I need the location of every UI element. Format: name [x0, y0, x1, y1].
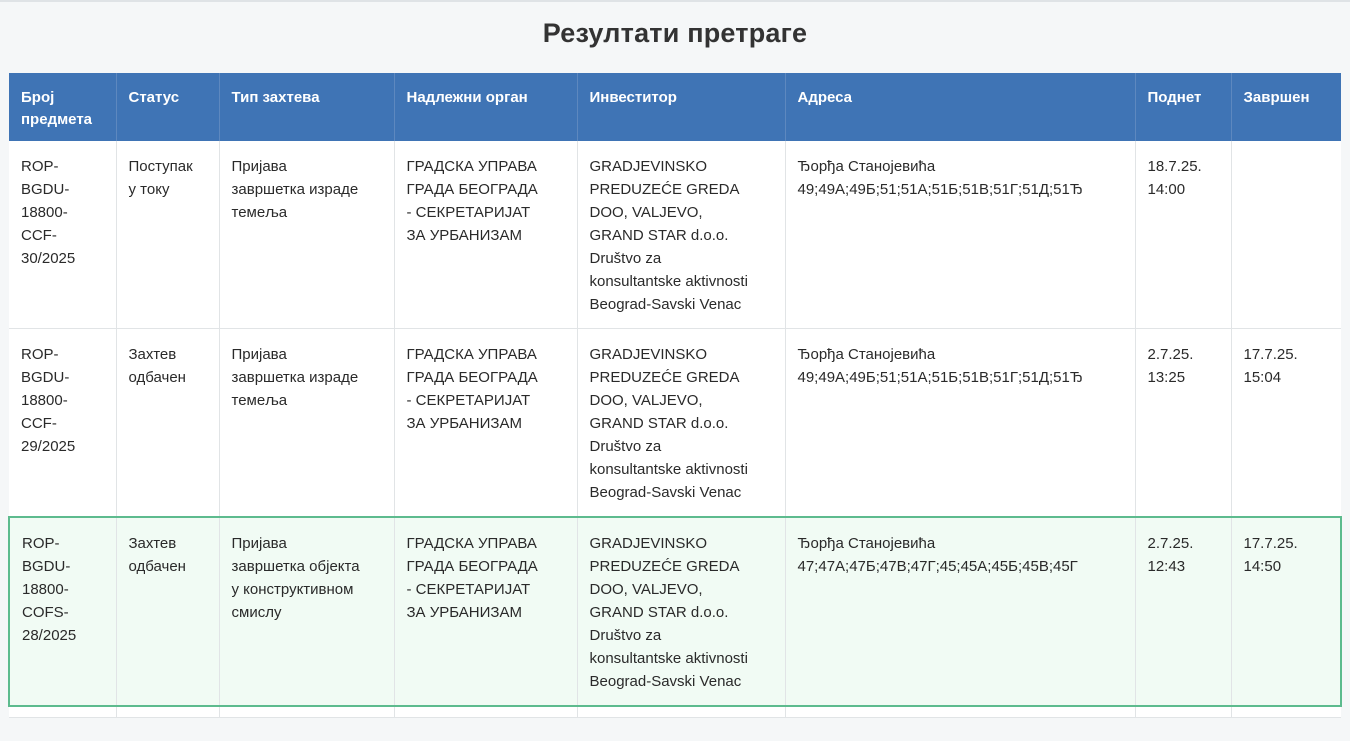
- header-case-number[interactable]: Број предмета: [9, 73, 116, 141]
- top-divider: [0, 0, 1350, 2]
- cell-submitted: 2.7.25. 13:25: [1135, 329, 1231, 518]
- cell-status: Захтев одбачен: [116, 329, 219, 518]
- cell-empty: [219, 706, 394, 718]
- cell-address: Ђорђа Станојевића 47;47А;47Б;47В;47Г;45;45А;45Б;45В;45Г: [785, 517, 1135, 706]
- results-table: [8, 73, 1342, 718]
- cell-empty: [1231, 706, 1341, 718]
- header-request-type[interactable]: Тип захтева: [219, 73, 394, 141]
- cell-authority: ГРАДСКА УПРАВА ГРАДА БЕОГРАДА - СЕКРЕТАРИЈАТ ЗА УРБАНИЗАМ: [394, 329, 577, 518]
- cell-address: Ђорђа Станојевића 49;49А;49Б;51;51А;51Б;51В;51Г;51Д;51Ђ: [785, 329, 1135, 518]
- cell-completed: 17.7.25. 15:04: [1231, 329, 1341, 518]
- cell-submitted: 2.7.25. 12:43: [1135, 517, 1231, 706]
- table-row[interactable]: [9, 329, 1341, 518]
- cell-empty: [116, 706, 219, 718]
- cell-empty: [9, 706, 116, 718]
- table-row[interactable]: [9, 141, 1341, 329]
- cell-address: Ђорђа Станојевића 49;49А;49Б;51;51А;51Б;51В;51Г;51Д;51Ђ: [785, 141, 1135, 329]
- header-completed[interactable]: Завршен: [1231, 73, 1341, 141]
- header-status[interactable]: Статус: [116, 73, 219, 141]
- cell-completed: [1231, 141, 1341, 329]
- table-row-highlighted[interactable]: [9, 517, 1341, 706]
- header-investor[interactable]: Инвеститор: [577, 73, 785, 141]
- header-submitted[interactable]: Поднет: [1135, 73, 1231, 141]
- cell-authority: ГРАДСКА УПРАВА ГРАДА БЕОГРАДА - СЕКРЕТАРИЈАТ ЗА УРБАНИЗАМ: [394, 141, 577, 329]
- cell-investor: GRADJEVINSKO PREDUZEĆE GREDA DOO, VALJEVO, GRAND STAR d.o.o. Društvo za konsultantske aktivnosti Beograd-Savski Venac: [577, 141, 785, 329]
- cell-case-number: ROP- BGDU- 18800- CCF- 29/2025: [9, 329, 116, 518]
- cell-empty: [1135, 706, 1231, 718]
- cell-request-type: Пријава завршетка израде темеља: [219, 329, 394, 518]
- cell-investor: GRADJEVINSKO PREDUZEĆE GREDA DOO, VALJEVO, GRAND STAR d.o.o. Društvo za konsultantske aktivnosti Beograd-Savski Venac: [577, 329, 785, 518]
- table-header-row: [9, 73, 1341, 141]
- cell-empty: [577, 706, 785, 718]
- cell-empty: [785, 706, 1135, 718]
- cell-submitted: 18.7.25. 14:00: [1135, 141, 1231, 329]
- cell-empty: [394, 706, 577, 718]
- cell-authority: ГРАДСКА УПРАВА ГРАДА БЕОГРАДА - СЕКРЕТАРИЈАТ ЗА УРБАНИЗАМ: [394, 517, 577, 706]
- cell-investor: GRADJEVINSKO PREDUZEĆE GREDA DOO, VALJEVO, GRAND STAR d.o.o. Društvo za konsultantske aktivnosti Beograd-Savski Venac: [577, 517, 785, 706]
- cell-case-number: ROP- BGDU- 18800- COFS- 28/2025: [9, 517, 116, 706]
- cell-request-type: Пријава завршетка објекта у конструктивном смислу: [219, 517, 394, 706]
- cell-status: Поступак у току: [116, 141, 219, 329]
- table-row-partial: [9, 706, 1341, 718]
- page-title: Резултати претраге: [542, 18, 808, 48]
- cell-request-type: Пријава завршетка израде темеља: [219, 141, 394, 329]
- cell-completed: 17.7.25. 14:50: [1231, 517, 1341, 706]
- cell-status: Захтев одбачен: [116, 517, 219, 706]
- header-authority[interactable]: Надлежни орган: [394, 73, 577, 141]
- cell-case-number: ROP- BGDU- 18800- CCF- 30/2025: [9, 141, 116, 329]
- header-address[interactable]: Адреса: [785, 73, 1135, 141]
